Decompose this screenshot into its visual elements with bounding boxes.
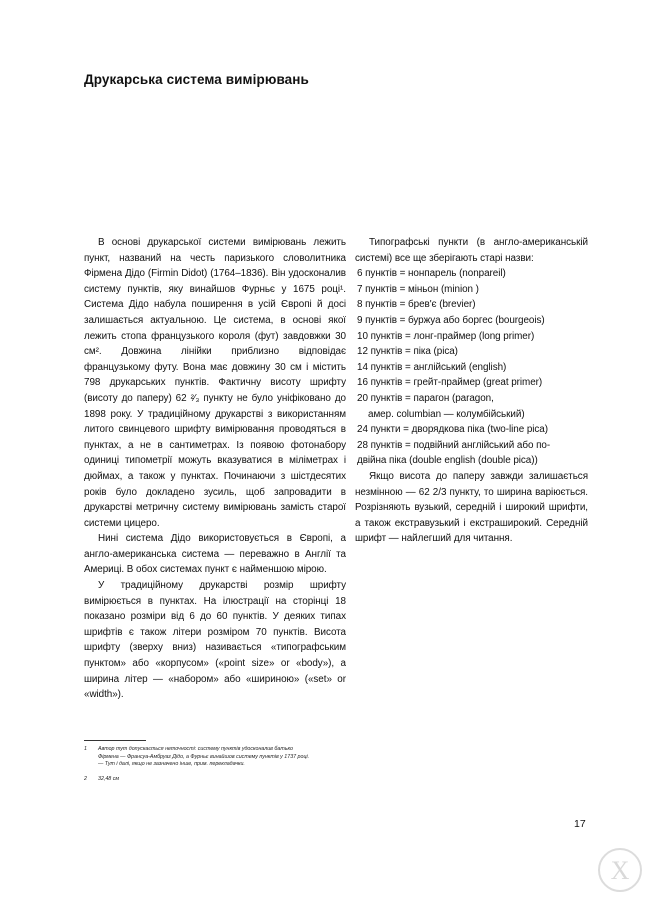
body-paragraph: Нині система Дідо використовується в Європі, а англо-американська система — переважно в Англії та Америці. В обох системах пункт є найменшою мірою. [84, 533, 346, 576]
footnote-divider [84, 740, 146, 741]
page-title: Друкарська система вимірювань [84, 72, 309, 87]
page-number: 17 [574, 818, 586, 830]
point-list-item: 16 пунктів = грейт-праймер (great primer) [357, 377, 543, 389]
point-list-item: 6 пунктів = нонпарель (nonpareil) [357, 268, 506, 280]
right-column [355, 235, 588, 547]
points-intro: Типографські пункти (в англо-американській системі) все ще зберігають старі назви: [355, 237, 588, 264]
point-list-item: 28 пунктів = подвійний англійський або по- [357, 439, 551, 451]
body-paragraph: В основі друкарської системи вимірювань лежить пункт, названий на честь паризького словолитника Фірмена Дідо (Firmin Didot) (1764–1836). Він удосконалив систему пунктів, яку винайшов Фурньє у 1675 році¹. Система Дідо набула поширення в усій Європі й досі залишається актуальною. Це система, в основі якої лежить стопа французького короля (фут) завдовжки 30 см². Довжина лінійки приблизно відповідає французькому футу. Вона має довжину 30 см і містить 798 друкарських пунктів. Фактичну висоту шрифту (висоту до паперу) 62 ²⁄₃ пункту не було уніфіковано до 1898 року. У традиційному друкарстві з використанням литого свинцевого шрифту вимірювання проводяться в пунктах, а не в сантиметрах. Із появою фотонабору одиниці типометрії можуть вказуватися в міліметрах і дюймах, а також у пунктах. Починаючи з шістдесятих років було докладено зусиль, щоб запровадити в друкарстві метричну систему вимірювань замість старої системи цицеро. [84, 237, 346, 529]
point-list-item: 7 пунктів = міньон (minion ) [357, 283, 479, 295]
point-list-item: 12 пунктів = піка (pica) [357, 346, 458, 358]
footnote-text: Автор тут допускається неточності: систему пунктів удосконалив батько Фірмена — Франсуа-Амбруаз Дідо, а Фурньє винайшов систему пунктів у 1737 році. — Тут і далі, якщо не зазначено інше, прим. перекладачки. [98, 746, 310, 768]
left-column [84, 235, 346, 703]
footnote-number: 2 [84, 776, 87, 782]
point-list-item: двійна піка (double english (double pica)) [357, 455, 538, 467]
points-outro: Якщо висота до паперу завжди залишається незмінною — 62 2/3 пункту, то ширина варіюється. Розрізняють вузький, середній і широкий шрифти, а також екстравузький і екстраширокий. Середній шрифт — найлегший для читання. [355, 470, 588, 545]
footnote-text: 32,48 см [98, 776, 120, 782]
point-list-item: 14 пунктів = англійський (english) [357, 361, 507, 373]
point-list-item: 9 пунктів = буржуа або боргес (bourgeois) [357, 314, 545, 326]
point-list-item: 10 пунктів = лонг-праймер (long primer) [357, 330, 535, 342]
publisher-logo-icon [596, 846, 644, 894]
point-list-item: амер. columbian — колумбійський) [368, 408, 525, 420]
point-list-item: 8 пунктів = брев'є (brevier) [357, 299, 476, 311]
footnote-number: 1 [84, 746, 87, 752]
point-list-item: 24 пункти = дворядкова піка (two-line pica) [357, 424, 548, 436]
point-list-item: 20 пунктів = парагон (paragon, [357, 392, 494, 404]
svg-text:Х: Х [610, 856, 630, 885]
body-paragraph: У традиційному друкарстві розмір шрифту вимірюється в пунктах. На ілюстрації на сторінці 18 показано розміри від 6 до 60 пунктів. У деяких типах шрифтів є також літери розміром 70 пунктів. Висота шрифту (зверху вниз) називається «типографським пунктом» або «корпусом» («point size» or «body»), а ширина літер — «набором» або «шириною» («set» or «width»). [84, 580, 346, 701]
